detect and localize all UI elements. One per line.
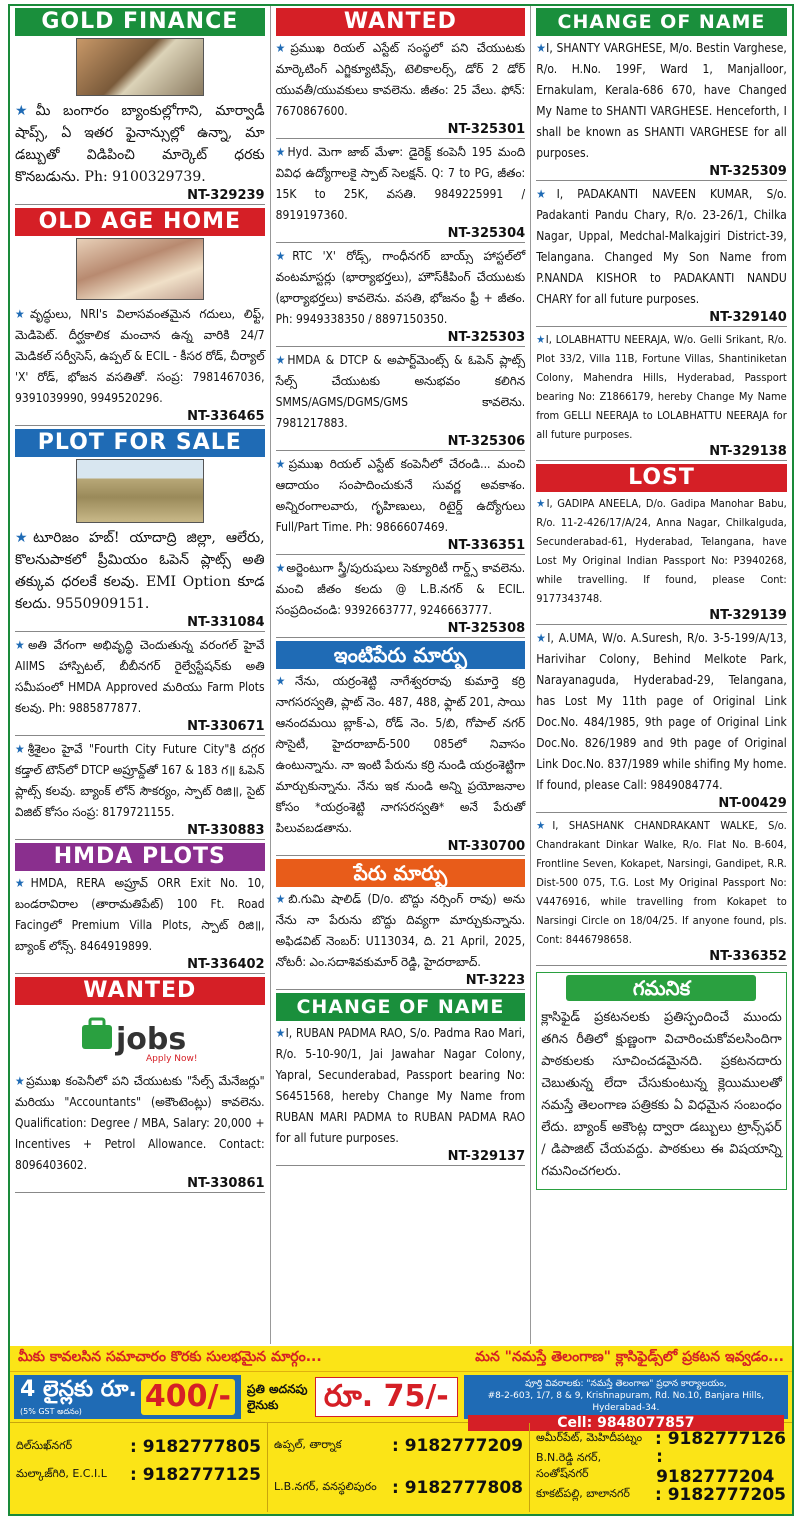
notice-title: గమనిక (566, 975, 756, 1001)
star-icon: ★ (536, 333, 546, 346)
band-tagline (10, 1346, 792, 1372)
phone-location: ఉప్పల్, తార్నాక (274, 1438, 342, 1451)
star-icon: ★ (275, 353, 288, 367)
ad-body: బి.గుమి షాలిడ్ (D/o. బొద్దు నర్సింగ్ రావు) అను నేను నా పేరును బొద్దు దివ్యగా మార్చుకున్నాను. అఫిడవిట్ నెంబర్: U113034, ది. 21 April, 2025, నోటరీ: ఎం.సదాశివకుమార్ రెడ్డి, హైదరాబాద్. (275, 892, 526, 969)
ad-code: NT-331084 (15, 615, 265, 632)
ad-text (276, 889, 526, 973)
base-price-box (14, 1375, 241, 1419)
column-1 (10, 6, 271, 1344)
star-icon: ★ (15, 876, 31, 890)
phone-location: దిల్‌సుఖ్‌నగర్ (16, 1439, 73, 1452)
ad-code: NT-336465 (15, 409, 265, 426)
section-header-surname-change: ఇంటిపేరు మార్పు (276, 641, 526, 669)
ad-code: NT-336402 (15, 957, 265, 974)
per-line-price: రూ. 75/- (315, 1377, 458, 1417)
ad-text (276, 671, 526, 839)
ad-text (276, 350, 526, 434)
phone-number: : 9182777125 (129, 1465, 261, 1485)
ad-code: NT-336351 (276, 538, 526, 555)
ad-code: NT-325304 (276, 226, 526, 243)
star-icon: ★ (275, 561, 287, 575)
star-icon: ★ (536, 41, 547, 55)
ad-text (536, 330, 787, 444)
section-header-gold-finance: GOLD FINANCE (15, 8, 265, 36)
ad-text (15, 1071, 265, 1176)
ad-body: I, LOLABHATTU NEERAJA, W/o. Gelli Srikant, R/o. Plot 33/2, Villa 11B, Fortune Villas, Shantiniketan Colony, Mahendra Hills, Hyderabad, Passport bearing No: Z1866179, hereby Change My Name from GELLI NEERAJA to LOLABHATTU NEERAJA for all future purposes. (536, 333, 787, 441)
phone-row (16, 1433, 261, 1461)
ad-code: NT-325301 (276, 122, 526, 139)
ad-text (276, 38, 526, 122)
star-icon: ★ (275, 249, 293, 263)
ad-text (536, 628, 787, 796)
jobs-logo-icon (76, 1007, 204, 1067)
classifieds-columns (10, 6, 792, 1344)
ad-text (15, 100, 265, 188)
ad-body: I, PADAKANTI NAVEEN KUMAR, S/o. Padakanti Pandu Chary, R/o. 23-26/1, Chilka Nagar, Uppal, Medchal-Malkajgiri District-39, Telangana. Changed My Son Name from P.NANDA KISHOR to PADAKANTI NANDU CHARY for all future purposes. (536, 187, 787, 306)
ad-code: NT-329239 (15, 188, 265, 205)
office-line-2: #8-2-603, 1/7, 8 & 9, Krishnapuram, Rd. No.10, Banjara Hills, Hyderabad-34. (487, 1391, 765, 1413)
ad-code: NT-330700 (276, 839, 526, 856)
ad-body: అర్జెంటుగా స్త్రీ/పురుషులు సెక్యూరిటీ గార్డ్స్ కావలెను. మంచి జీతం కలదు @ L.B.నగర్ & ECIL. సంప్రదించండి: 9392663777, 9246663777. (275, 561, 526, 617)
phones-col-right (530, 1423, 792, 1512)
star-icon: ★ (275, 892, 289, 906)
phone-location: మల్కాజ్‌గిరి, E.C.I.L (16, 1467, 107, 1480)
tagline-left: మీకు కావలసిన సమాచారం కొరకు సులభమైన మార్గం... (18, 1349, 322, 1365)
ad-text (15, 739, 265, 823)
phone-number: : 9182777204 (656, 1447, 775, 1487)
tagline-right: మన "నమస్తే తెలంగాణ" క్లాసిఫైడ్స్‌లో ప్రకటన ఇవ్వడం... (475, 1349, 784, 1365)
office-address (464, 1375, 788, 1431)
phone-number: : 9182777126 (654, 1429, 786, 1449)
star-icon: ★ (275, 145, 288, 159)
jobs-logo-text: jobs (115, 1022, 187, 1057)
star-icon: ★ (536, 631, 548, 645)
column-2 (271, 6, 532, 1344)
ad-code: NT-330671 (15, 719, 265, 736)
section-header-change-of-name: CHANGE OF NAME (276, 993, 526, 1021)
ad-body: I, RUBAN PADMA RAO, S/o. Padma Rao Mari, R/o. 5-10-90/1, Jai Jawahar Nagar Colony, Yapral, Secunderabad, Passport bearing No: S6451568, hereby Change My Name from RUBAN MARI PADMA to RUBAN PADMA RAO for all future purposes. (275, 1026, 526, 1145)
ad-text (536, 494, 787, 608)
gst-note: (5% GST అదనం) (20, 1406, 82, 1416)
ad-text (276, 142, 526, 226)
ad-body: RTC 'X' రోడ్స్, గాంధీనగర్ బాయ్స్ హాస్టల్‌లో వంటమాస్టర్లు (భార్యాభర్తలు), హౌస్‌కీపింగ్ చేయుటకు (భార్యాభర్తలు) కావలెను. వసతి, భోజనం ఫ్రీ + జీతం. Ph: 9949338350 / 8897150350. (275, 249, 526, 326)
plot-for-sale-image (76, 459, 204, 523)
ad-code: NT-330861 (15, 1176, 265, 1193)
ad-text (15, 635, 265, 719)
star-icon: ★ (275, 457, 289, 471)
star-icon: ★ (275, 674, 295, 688)
ad-code: NT-336352 (536, 949, 787, 966)
ad-code: NT-329139 (536, 608, 787, 625)
section-header-wanted: WANTED (276, 8, 526, 36)
base-price: 400/- (141, 1379, 235, 1415)
per-line-label: ప్రతి అదనపు లైనుకు (246, 1382, 308, 1412)
ad-text (276, 454, 526, 538)
phone-number: : 9182777209 (391, 1436, 523, 1456)
ad-code: NT-329140 (536, 310, 787, 327)
star-icon: ★ (15, 742, 28, 756)
phone-location: అమీర్‌పేట్, మెహిదీపట్నం (536, 1431, 643, 1444)
star-icon: ★ (15, 638, 28, 652)
phone-row (536, 1447, 786, 1487)
star-icon: ★ (15, 103, 36, 119)
ad-code: NT-325309 (536, 164, 787, 181)
star-icon: ★ (536, 819, 553, 832)
jobs-logo (76, 1007, 204, 1067)
ad-body: Hyd. మెగా జాబ్ మేళా: డైరెక్ట్ కంపెనీ 195 మంది వివిధ ఉద్యోగాలకై స్పాట్ సెలక్షన్. Q: 7 to PG, జీతం: 15K to 25K, వసతి. 9849225991 / 8919197360. (275, 145, 526, 222)
ad-body: HMDA & DTCP & అపార్ట్‌మెంట్స్ & ఓపెన్ ప్లాట్స్ సేల్స్ చేయుటకు అనుభవం కలిగిన SMMS/AGMS/DGMS/GMS కావలెను. 7981217883. (275, 353, 526, 430)
star-icon: ★ (15, 530, 34, 546)
phone-number: : 9182777808 (391, 1478, 523, 1498)
ad-body: మీ బంగారం బ్యాంకుల్లోగాని, మార్వాడీ షాప్స్, ఏ ఇతర ఫైనాన్సుల్లో ఉన్నా, మా డబ్బుతో విడిపించి మార్కెట్ ధరకు కొనబడును. Ph: 9100329739. (15, 103, 265, 185)
ad-text (276, 1023, 526, 1149)
star-icon: ★ (15, 1074, 27, 1088)
ad-text (15, 304, 265, 409)
section-header-hmda-plots: HMDA PLOTS (15, 843, 265, 871)
phone-row (274, 1467, 523, 1509)
ad-text (276, 246, 526, 330)
star-icon: ★ (536, 497, 547, 510)
ad-body: I, GADIPA ANEELA, D/o. Gadipa Manohar Babu, R/o. 11-2-426/17/A/24, Anna Nagar, Chilkalguda, Secunderabad-61, Hyderabad, Telangana, have Lost My Original Indian Passport No: P3940268, while travelling. If found, please Cont: 9177343748. (536, 497, 787, 605)
band-pricing (10, 1372, 792, 1431)
phones-col-mid (268, 1423, 530, 1512)
ad-text (536, 38, 787, 164)
phone-row (16, 1461, 261, 1489)
branch-phones (10, 1422, 792, 1512)
ad-code: NT-329137 (276, 1149, 526, 1166)
ad-body: ప్రముఖ కంపెనీలో పని చేయుటకు "సేల్స్ మేనేజర్లు" మరియు "Accountants" (అకౌంటెంట్లు) కావలెను. Qualification: Degree / MBA, Salary: 20,000 + Incentives + Petrol Allowance. Contact: 8096403602. (15, 1074, 265, 1172)
column-3 (531, 6, 792, 1344)
ad-text (15, 527, 265, 615)
ad-body: అతి వేగంగా అభివృద్ధి చెందుతున్న వరంగల్ హైవే AIIMS హాస్పిటల్, బీబీనగర్ రైల్వేస్టేషన్‌కు అతి సమీపంలో HMDA Approved మరియు Farm Plots కలవు. Ph: 9885877877. (15, 638, 265, 715)
section-header-wanted: WANTED (15, 977, 265, 1005)
star-icon: ★ (275, 1026, 286, 1040)
ad-body: టూరిజం హబ్! యాదాద్రి జిల్లా, ఆలేరు, కొలనుపాకలో ప్రీమియం ఓపెన్ ప్లాట్స్ అతి తక్కువ ధరలకే కలవు. EMI Option కూడ కలదు. 9550909151. (15, 530, 265, 612)
ad-code: NT-325308 (276, 621, 526, 638)
section-header-old-age-home: OLD AGE HOME (15, 208, 265, 236)
ad-code: NT-3223 (276, 973, 526, 990)
star-icon: ★ (536, 187, 557, 201)
rate-card-band (10, 1346, 792, 1514)
star-icon: ★ (15, 307, 31, 321)
ad-body: ప్రముఖ రియల్ ఎస్టేట్ సంస్థలో పని చేయుటకు మార్కెటింగ్ ఎగ్జిక్యూటివ్స్, టెలికాలర్స్, డోర్ 2 డోర్ యువతీ/యువకులు కావలెను. జీతం: 25 వేలు. ఫోన్: 7670867600. (275, 41, 526, 118)
ad-text (536, 816, 787, 949)
notice-box (536, 972, 787, 1190)
gold-finance-image (76, 38, 204, 96)
office-cell: Cell: 9848077857 (468, 1415, 784, 1431)
ad-body: వృద్ధులు, NRI's విలాసవంతమైన గదులు, లిఫ్ట్, మెడిపెట్. దీర్ఘకాలిక మంచాన ఉన్న వారికి 24/7 మెడికల్ సర్వీసెస్, ఉప్పల్ & ECIL - కీసర రోడ్, చీర్యాల్ 'X' రోడ్, భోజన వసతితో. సంప్ర: 7981467036, 9391039990, 9949520296. (15, 307, 265, 405)
phone-row (536, 1481, 786, 1509)
phone-location: కూకట్‌పల్లి, బాలానగర్ (536, 1487, 630, 1500)
phone-row (274, 1425, 523, 1467)
ad-body: I, SHASHANK CHANDRAKANT WALKE, S/o. Chandrakant Dinkar Walke, R/o. Flat No. B-604, Frontline Seven, Kokapet, Narsingi, Gandipet, R.R. Dist-500 075, T.G. Lost My Original Passport No: V4476916, while travelling from Kokapet to Narsingi Circle on 18/04/25. If anyone found, pls. Cont: 8446798658. (536, 819, 787, 946)
star-icon: ★ (275, 41, 291, 55)
section-header-name-change: పేరు మార్పు (276, 859, 526, 887)
ad-text (15, 873, 265, 957)
ad-code: NT-325303 (276, 330, 526, 347)
ad-body: శ్రీశైలం హైవే "Fourth City Future City"కి దగ్గర కడ్తాల్ టౌన్‌లో DTCP అప్రూవ్డ్‌తో 167 & 183 గ॥ ఓపెన్ ప్లాట్స్ కలవు. బ్యాంక్ లోన్ సౌకర్యం, స్పాట్ రిజి॥, సైట్ విజిట్ కోసం సంప్ర: 8179721155. (15, 742, 265, 819)
office-line-1: పూర్తి వివరాలకు: "నమస్తే తెలంగాణ" ప్రధాన కార్యాలయం, (525, 1379, 727, 1389)
phone-location: B.N.రెడ్డి నగర్, సంతోష్‌నగర్ (536, 1451, 602, 1480)
section-header-change-of-name: CHANGE OF NAME (536, 8, 787, 36)
ad-body: HMDA, RERA అప్రూవ్ ORR Exit No. 10, బండరావిరాల (తారామతిపేట్) 100 Ft. Road Facingలో Premium Villa Plots, స్పాట్ రిజి॥, బ్యాంక్ లోన్స్. 8464919899. (15, 876, 265, 953)
old-age-home-image (76, 238, 204, 300)
phone-number: : 9182777205 (654, 1485, 786, 1505)
ad-body: I, A.UMA, W/o. A.Suresh, R/o. 3-5-199/A/13, Harivihar Colony, Behind Melkote Park, Narayanaguda, Hyderabad-29, Telangana, has Lost My 11th page of Original Link Doc.No. 484/1985, 9th page of Original Link Doc.No. 826/1989 and 9th page of Original Link Doc.No. 837/1989 while shifing My home. If found, please Call: 9849084774. (536, 631, 787, 792)
phones-col-left (10, 1423, 268, 1512)
notice-text: క్లాసిఫైడ్ ప్రకటనలకు ప్రతిస్పందించే ముందు తగిన రీతిలో క్షుణ్ణంగా విచారించుకోవలసిందిగా పాఠకులకు సూచించడమైనది. ప్రకటనదారు చెబుతున్న లేదా చేసుకుంటున్న క్లెయిములతో నమస్తే తెలంగాణ పత్రికకు ఏ విధమైన సంబంధం లేదు. బ్యాంక్ అకౌంట్ల ద్వారా డబ్బులు ట్రాన్స్‌ఫర్ / డిపాజిట్ చేయవద్దు. పాఠకులు ఈ విషయాన్ని గమనించగలరు. (541, 1010, 782, 1179)
ad-body: నేను, యర్రంశెట్టి నాగేశ్వరరావు కుమార్తె కర్రి నాగసరస్వతి, ప్లాట్ నెం. 487, 488, ఫ్లాట్ 201, సాయి ఆనందమయి బ్లాక్-ఎ, రోడ్ నెం. 5/బి, గోపాల్ నగర్ సొసైటీ, హైదరాబాద్-500 085లో నివాసం ఉంటున్నాను. నా ఇంటి పేరును కర్రి నుండి యర్రంశెట్టిగా మార్చుకున్నాను. నేను ఇక నుండి అన్ని ప్రయోజనాల కోసం *యర్రంశెట్టి నాగసరస్వతి* అనే పేరుతో పిలువబడతాను. (275, 674, 526, 835)
ad-text (536, 184, 787, 310)
phone-location: L.B.నగర్, వనస్థలిపురం (274, 1480, 377, 1493)
jobs-logo-tag: Apply Now! (145, 1054, 198, 1064)
lines-label: 4 లైన్లకు రూ. (20, 1376, 137, 1402)
section-header-plot-for-sale: PLOT FOR SALE (15, 429, 265, 457)
ad-body: ప్రముఖ రియల్ ఎస్టేట్ కంపెనీలో చేరండి... మంచి ఆదాయం సంపాదించుకునే సువర్ణ అవకాశం. అన్నిరంగాలవారు, గృహిణులు, రిటైర్డ్ ఉద్యోగులు Full/Part Time. Ph: 9866607469. (275, 457, 526, 534)
ad-code: NT-329138 (536, 444, 787, 461)
ad-text (276, 558, 526, 621)
ad-code: NT-00429 (536, 796, 787, 813)
ad-code: NT-325306 (276, 434, 526, 451)
ad-body: I, SHANTY VARGHESE, M/o. Bestin Varghese, R/o. H.No. 199F, Ward 1, Manjalloor, Ernakulam, Kerala-686 670, have Changed My Name to SHANTI VARGHESE. Henceforth, I shall be known as SHANTI VARGHESE for all purposes. (536, 41, 787, 160)
ad-code: NT-330883 (15, 823, 265, 840)
phone-number: : 9182777805 (129, 1437, 261, 1457)
section-header-lost: LOST (536, 464, 787, 492)
